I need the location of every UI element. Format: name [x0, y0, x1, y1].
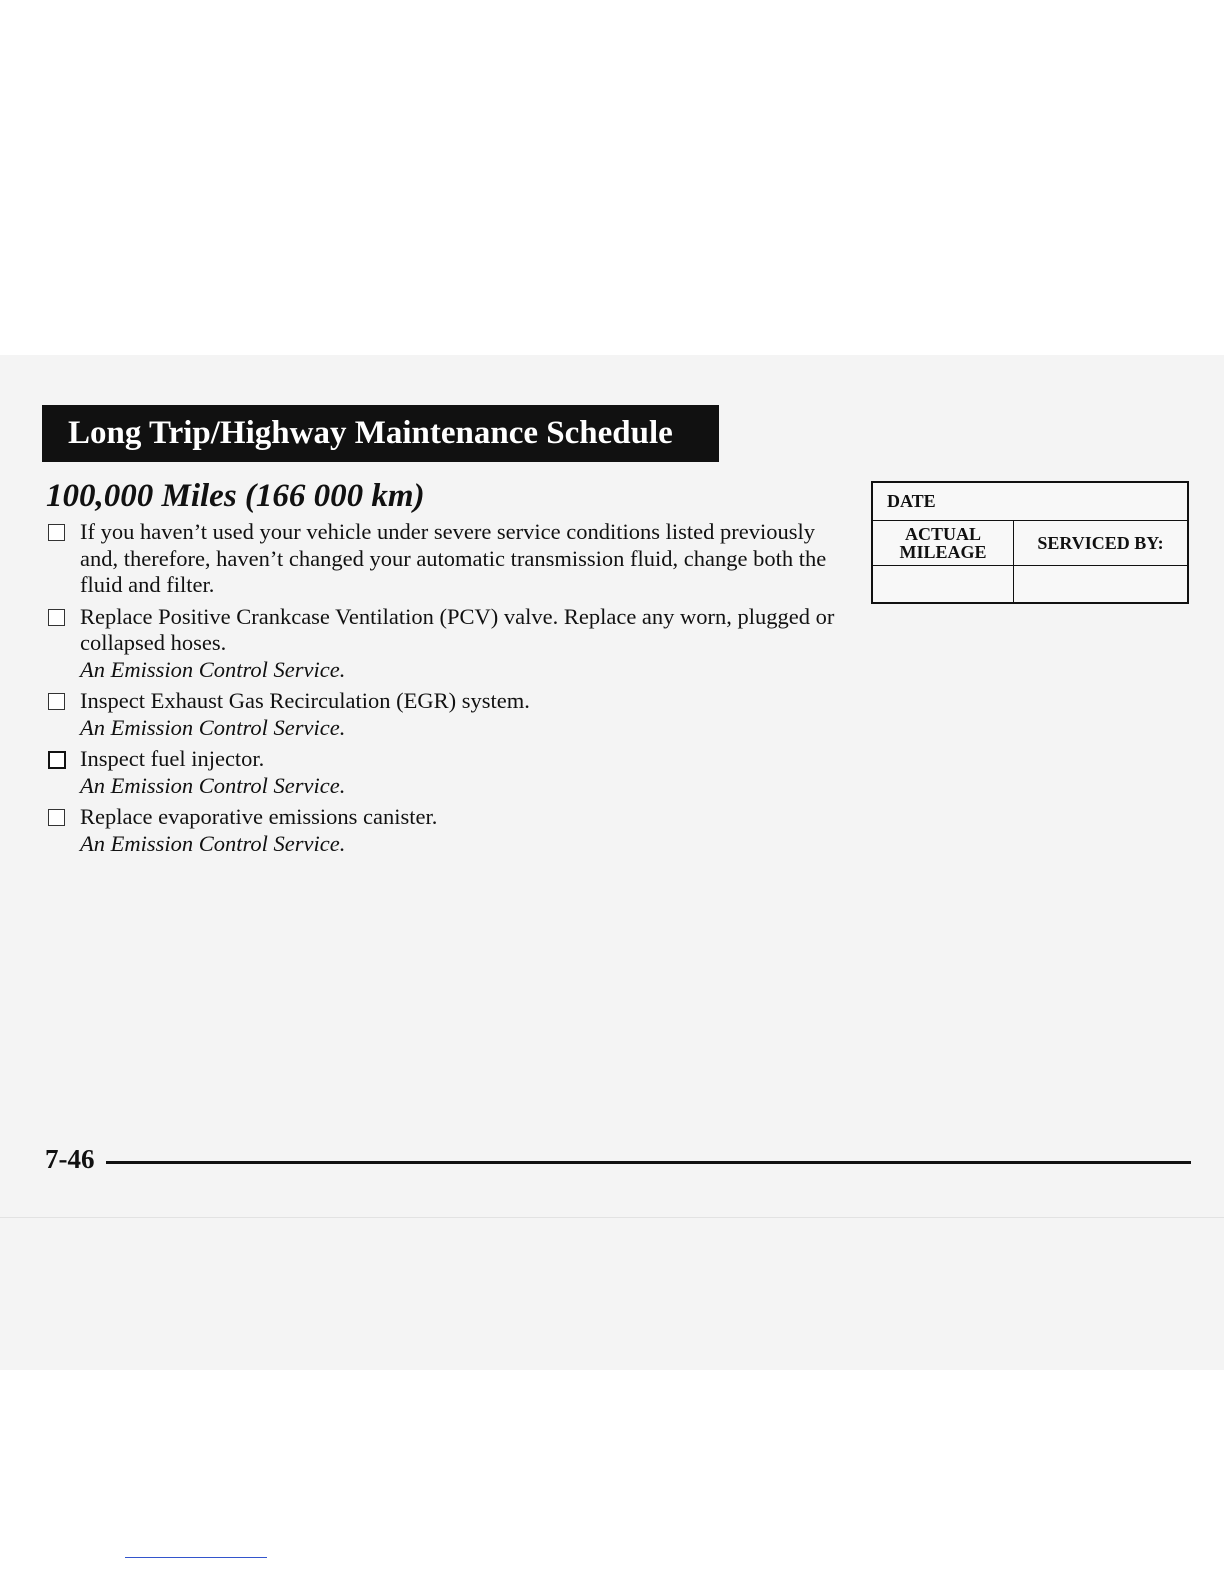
serviced-by-entry-cell[interactable]: [1014, 566, 1189, 604]
item-text: If you haven’t used your vehicle under severe service conditions listed previously and, therefore, haven’t changed your automatic transmission fluid, change both the fluid and filter.: [80, 519, 827, 597]
date-label: DATE: [887, 491, 936, 511]
item-note: An Emission Control Service.: [80, 714, 346, 740]
checklist-item: [46, 519, 846, 599]
checkbox[interactable]: [48, 609, 65, 626]
item-note: An Emission Control Service.: [80, 830, 346, 856]
service-record-table: [871, 481, 1189, 604]
item-text: Replace evaporative emissions canister.: [80, 804, 438, 829]
divider: [0, 1217, 1224, 1218]
item-text: Replace Positive Crankcase Ventilation (PCV) valve. Replace any worn, plugged or collapsed hoses.: [80, 603, 835, 655]
checkbox[interactable]: [48, 809, 65, 826]
mileage-header-cell: [872, 521, 1014, 566]
divider: [125, 1557, 267, 1558]
page-title: Long Trip/Highway Maintenance Schedule: [42, 405, 719, 462]
checkbox[interactable]: [48, 524, 65, 541]
page-number: 7-46: [45, 1144, 95, 1174]
mileage-entry-cell[interactable]: [872, 566, 1014, 604]
checklist-item: [46, 746, 846, 799]
serviced-by-header-cell: [1014, 521, 1189, 566]
item-note: An Emission Control Service.: [80, 656, 346, 682]
item-text: Inspect fuel injector.: [80, 746, 265, 771]
mileage-label-line2: MILEAGE: [899, 542, 987, 562]
checkbox[interactable]: [48, 751, 66, 769]
checkbox[interactable]: [48, 693, 65, 710]
item-text: Inspect Exhaust Gas Recirculation (EGR) system.: [80, 688, 530, 713]
serviced-by-label: SERVICED BY:: [1037, 532, 1164, 553]
checklist-item: [46, 688, 846, 741]
mileage-label-line1: ACTUAL: [904, 524, 981, 544]
date-cell[interactable]: [872, 482, 1188, 521]
section-heading: 100,000 Miles (166 000 km): [46, 478, 425, 514]
maintenance-checklist: [46, 519, 846, 862]
checklist-item: [46, 604, 846, 684]
item-note: An Emission Control Service.: [80, 772, 346, 798]
checklist-item: [46, 804, 846, 857]
footer-rule: [106, 1161, 1191, 1164]
